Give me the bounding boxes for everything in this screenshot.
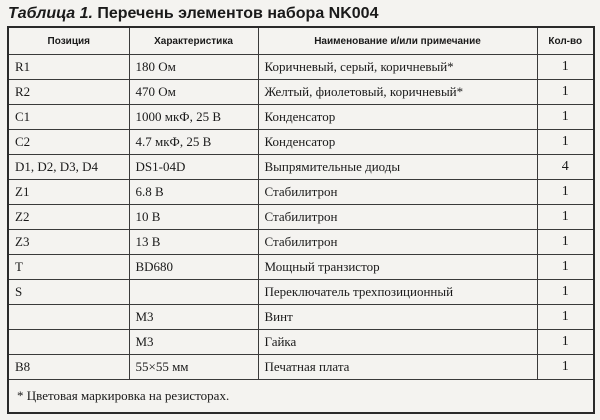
cell-qty: 1 bbox=[537, 105, 594, 130]
cell-position: C1 bbox=[8, 105, 129, 130]
table-row bbox=[8, 105, 594, 130]
cell-characteristic: 1000 мкФ, 25 В bbox=[129, 105, 258, 130]
cell-name: Желтый, фиолетовый, коричневый* bbox=[258, 80, 537, 105]
cell-qty: 1 bbox=[537, 205, 594, 230]
table-title-text: Перечень элементов набора NK004 bbox=[97, 5, 379, 22]
cell-name: Гайка bbox=[258, 330, 537, 355]
table-title-label: Таблица 1. bbox=[8, 5, 93, 22]
cell-position: Z2 bbox=[8, 205, 129, 230]
cell-qty: 1 bbox=[537, 130, 594, 155]
cell-name: Винт bbox=[258, 305, 537, 330]
cell-name: Конденсатор bbox=[258, 130, 537, 155]
cell-qty: 1 bbox=[537, 305, 594, 330]
header-name: Наименование и/или примечание bbox=[258, 27, 537, 55]
cell-name: Стабилитрон bbox=[258, 230, 537, 255]
cell-position: S bbox=[8, 280, 129, 305]
cell-characteristic: 470 Ом bbox=[129, 80, 258, 105]
cell-name: Конденсатор bbox=[258, 105, 537, 130]
header-characteristic: Характеристика bbox=[129, 27, 258, 55]
cell-name: Печатная плата bbox=[258, 355, 537, 380]
cell-characteristic: М3 bbox=[129, 305, 258, 330]
cell-position: Z3 bbox=[8, 230, 129, 255]
table-row bbox=[8, 205, 594, 230]
cell-characteristic: BD680 bbox=[129, 255, 258, 280]
cell-position: C2 bbox=[8, 130, 129, 155]
table-row bbox=[8, 155, 594, 180]
table-row bbox=[8, 255, 594, 280]
cell-qty: 1 bbox=[537, 280, 594, 305]
cell-characteristic: 180 Ом bbox=[129, 55, 258, 80]
footnote-row bbox=[8, 380, 594, 414]
header-position: Позиция bbox=[8, 27, 129, 55]
cell-characteristic: 10 В bbox=[129, 205, 258, 230]
cell-position: R2 bbox=[8, 80, 129, 105]
table-row bbox=[8, 330, 594, 355]
cell-name: Выпрямительные диоды bbox=[258, 155, 537, 180]
cell-position bbox=[8, 305, 129, 330]
cell-qty: 1 bbox=[537, 180, 594, 205]
cell-position: R1 bbox=[8, 55, 129, 80]
cell-name: Стабилитрон bbox=[258, 205, 537, 230]
cell-qty: 1 bbox=[537, 55, 594, 80]
cell-qty: 1 bbox=[537, 330, 594, 355]
cell-characteristic: DS1-04D bbox=[129, 155, 258, 180]
cell-characteristic bbox=[129, 280, 258, 305]
table-row bbox=[8, 230, 594, 255]
cell-qty: 4 bbox=[537, 155, 594, 180]
table-row bbox=[8, 130, 594, 155]
cell-position: T bbox=[8, 255, 129, 280]
cell-position: B8 bbox=[8, 355, 129, 380]
table-title bbox=[8, 2, 378, 26]
table-row bbox=[8, 80, 594, 105]
header-row bbox=[8, 27, 594, 55]
table-row bbox=[8, 305, 594, 330]
cell-name: Переключатель трехпозиционный bbox=[258, 280, 537, 305]
cell-name: Стабилитрон bbox=[258, 180, 537, 205]
table-row bbox=[8, 180, 594, 205]
cell-characteristic: М3 bbox=[129, 330, 258, 355]
cell-name: Коричневый, серый, коричневый* bbox=[258, 55, 537, 80]
cell-characteristic: 4.7 мкФ, 25 В bbox=[129, 130, 258, 155]
table-row bbox=[8, 55, 594, 80]
header-qty: Кол-во bbox=[537, 27, 594, 55]
cell-qty: 1 bbox=[537, 355, 594, 380]
footnote: * Цветовая маркировка на резисторах. bbox=[8, 380, 594, 414]
cell-position: D1, D2, D3, D4 bbox=[8, 155, 129, 180]
cell-characteristic: 55×55 мм bbox=[129, 355, 258, 380]
table-row bbox=[8, 355, 594, 380]
cell-characteristic: 13 В bbox=[129, 230, 258, 255]
cell-characteristic: 6.8 В bbox=[129, 180, 258, 205]
cell-position bbox=[8, 330, 129, 355]
components-table bbox=[7, 26, 595, 414]
cell-qty: 1 bbox=[537, 255, 594, 280]
cell-qty: 1 bbox=[537, 230, 594, 255]
table-row bbox=[8, 280, 594, 305]
cell-name: Мощный транзистор bbox=[258, 255, 537, 280]
cell-position: Z1 bbox=[8, 180, 129, 205]
cell-qty: 1 bbox=[537, 80, 594, 105]
